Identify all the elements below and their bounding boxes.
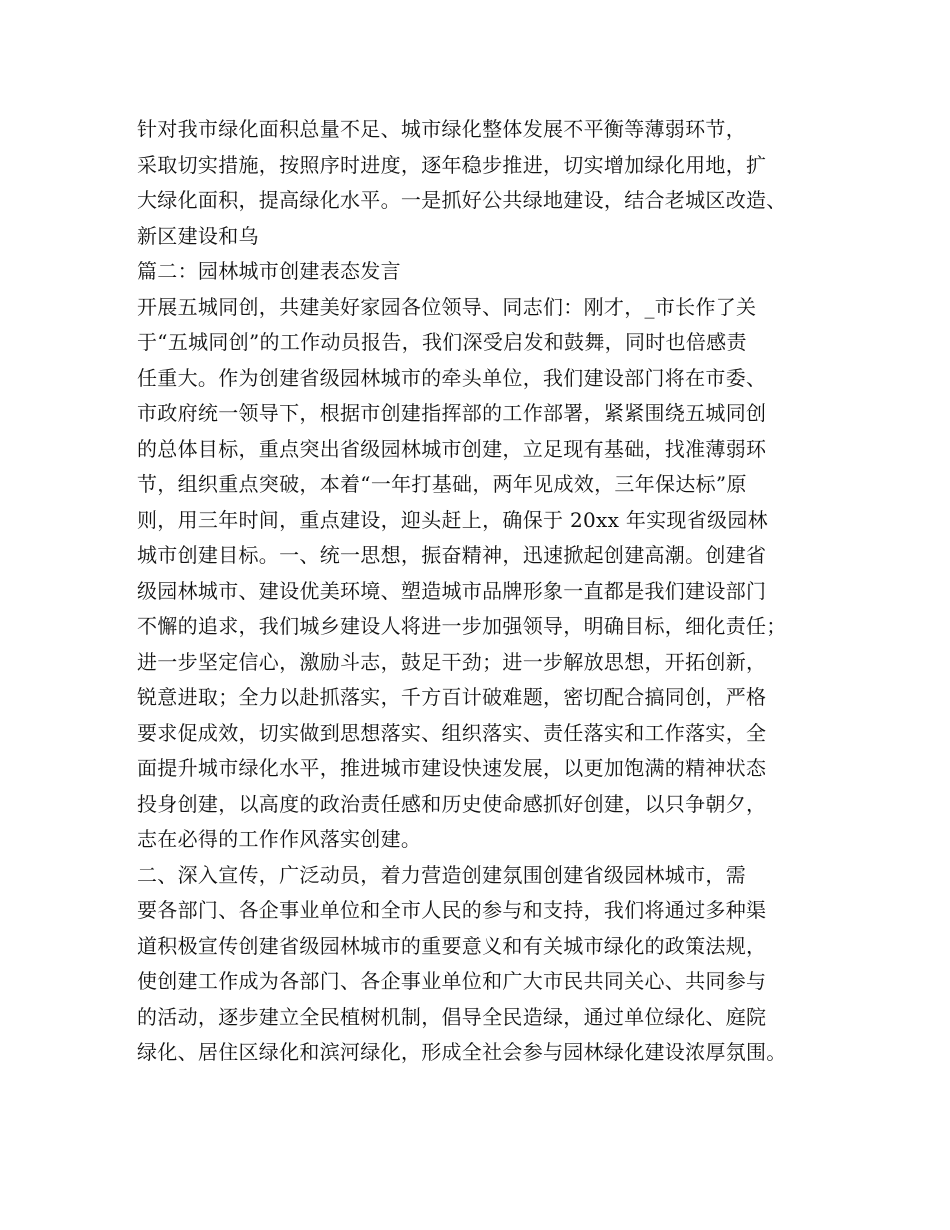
paragraph-line: 的总体目标，重点突出省级园林城市创建，立足现有基础，找准薄弱环	[137, 436, 767, 461]
paragraph-line: 不懈的追求，我们城乡建设人将进一步加强领导，明确目标，细化责任；	[137, 614, 787, 638]
paragraph-line: 要求促成效，切实做到思想落实、组织落实、责任落实和工作落实，全	[137, 720, 767, 745]
paragraph-line: 节，组织重点突破，本着“一年打基础，两年见成效，三年保达标”原	[137, 472, 747, 496]
paragraph-line: 城市创建目标。一、统一思想，振奋精神，迅速掀起创建高潮。创建省	[137, 543, 767, 567]
paragraph-line: 于“五城同创”的工作动员报告，我们深受启发和鼓舞，同时也倍感责	[137, 330, 747, 354]
section-heading: 篇二：园林城市创建表态发言	[137, 259, 401, 283]
paragraph-line: 采取切实措施，按照序时进度，逐年稳步推进，切实增加绿化用地，扩	[137, 152, 767, 177]
paragraph-line: 志在必得的工作作风落实创建。	[137, 827, 422, 851]
paragraph-line: 进一步坚定信心，激励斗志，鼓足干劲；进一步解放思想，开拓创新，	[137, 649, 767, 674]
paragraph-line: 的活动，逐步建立全民植树机制，倡导全民造绿，通过单位绿化、庭院	[137, 1004, 767, 1029]
paragraph-line: 开展五城同创，共建美好家园各位领导、同志们：刚才，_市长作了关	[137, 294, 757, 319]
paragraph-line: 道积极宣传创建省级园林城市的重要意义和有关城市绿化的政策法规，	[137, 933, 767, 958]
paragraph-line: 二、深入宣传，广泛动员，着力营造创建氛围创建省级园林城市，需	[137, 862, 746, 887]
paragraph-line: 绿化、居住区绿化和滨河绿化，形成全社会参与园林绿化建设浓厚氛围。	[137, 1040, 787, 1064]
paragraph-line: 针对我市绿化面积总量不足、城市绿化整体发展不平衡等薄弱环节，	[137, 117, 746, 141]
paragraph-line: 投身创建，以高度的政治责任感和历史使命感抓好创建，以只争朝夕，	[137, 791, 767, 816]
paragraph-line: 则，用三年时间，重点建设，迎头赶上，确保于 20xx 年实现省级园林	[137, 507, 768, 532]
paragraph-line: 使创建工作成为各部门、各企事业单位和广大市民共同关心、共同参与	[137, 969, 767, 993]
paragraph-line: 面提升城市绿化水平，推进城市建设快速发展，以更加饱满的精神状态	[137, 756, 767, 780]
paragraph-line: 新区建设和乌	[137, 223, 259, 248]
paragraph-line: 要各部门、各企事业单位和全市人民的参与和支持，我们将通过多种渠	[137, 898, 767, 922]
document-body	[137, 112, 827, 1071]
paragraph-line: 锐意进取；全力以赴抓落实，千方百计破难题，密切配合搞同创，严格	[137, 685, 767, 709]
paragraph-line: 任重大。作为创建省级园林城市的牵头单位，我们建设部门将在市委、	[137, 365, 767, 390]
paragraph-line: 级园林城市、建设优美环境、塑造城市品牌形象一直都是我们建设部门	[137, 578, 767, 603]
paragraph-line: 大绿化面积，提高绿化水平。一是抓好公共绿地建设，结合老城区改造、	[137, 188, 787, 212]
paragraph-line: 市政府统一领导下，根据市创建指挥部的工作部署，紧紧围绕五城同创	[137, 401, 767, 425]
